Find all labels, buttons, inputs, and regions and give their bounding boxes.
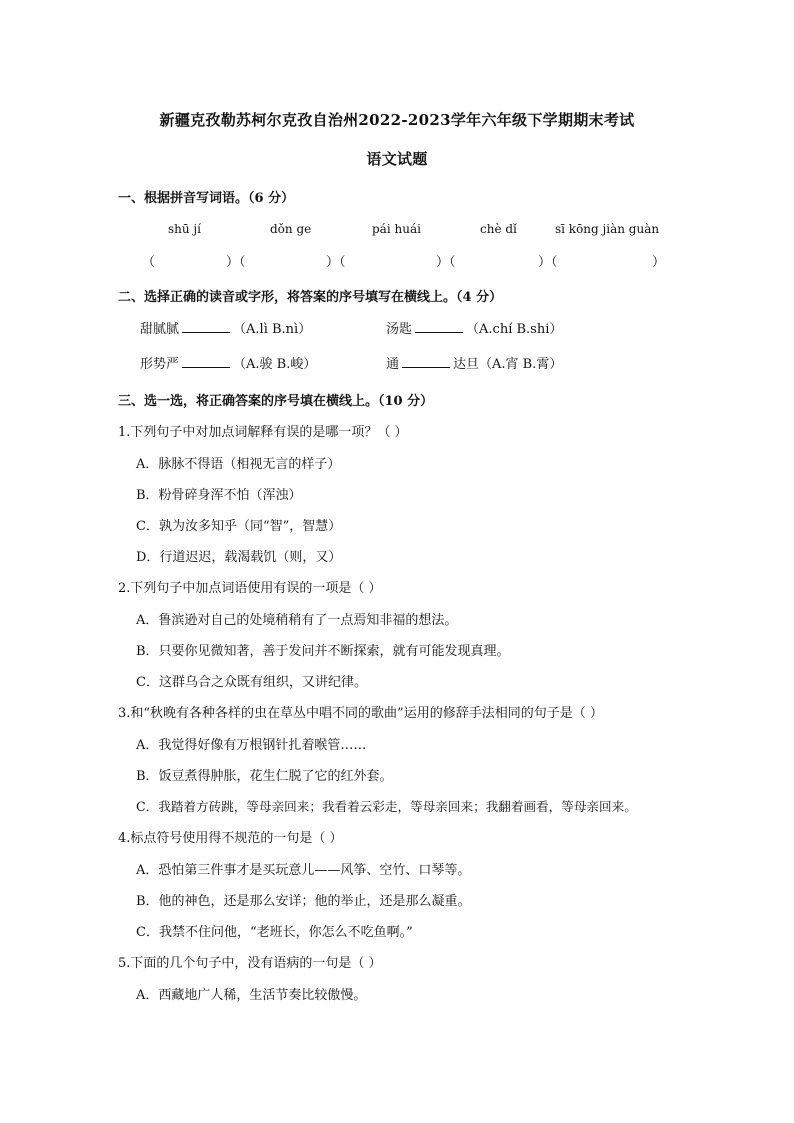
- question-4-option-b: B．他的神色，还是那么安详；他的举止，还是那么凝重。: [136, 894, 471, 909]
- exam-title: 新疆克孜勒苏柯尔克孜自治州2022-2023学年六年级下学期期末考试: [159, 111, 635, 129]
- question-1-option-b: B．粉骨碎身浑不怕（浑浊）: [136, 488, 302, 503]
- answer-paren: ）: [652, 255, 666, 270]
- pinyin-5: sī kōng jiàn guàn: [555, 222, 660, 236]
- item-options: （A.chí B.shi）: [466, 322, 563, 337]
- question-1-stem: 1.下列句子中对加点词解释有误的是哪一项？（ ）: [118, 425, 408, 440]
- section2-item-2: [386, 318, 562, 337]
- section2-item-3: [140, 353, 316, 372]
- question-2-option-b: B．只要你见微知著，善于发问并不断探索，就有可能发现真理。: [136, 644, 510, 659]
- answer-paren: （: [142, 255, 156, 270]
- section2-heading: 二、选择正确的读音或字形，将答案的序号填写在横线上。（4 分）: [118, 290, 503, 305]
- question-4-option-c: C．我禁不住问他，“老班长，你怎么不吃鱼啊。”: [136, 925, 413, 940]
- section3-heading: 三、选一选，将正确答案的序号填在横线上。（10 分）: [118, 394, 434, 409]
- pinyin-2: dǒn ge: [270, 222, 312, 236]
- exam-subtitle: 语文试题: [366, 150, 428, 168]
- answer-blank[interactable]: [415, 321, 463, 333]
- answer-paren: ）（: [538, 255, 558, 270]
- section1-heading: 一、根据拼音写词语。（6 分）: [118, 191, 295, 206]
- question-2-option-c: C．这群乌合之众既有组织，又讲纪律。: [136, 675, 367, 690]
- question-3-option-b: B．饭豆煮得肿胀，花生仁脱了它的红外套。: [136, 769, 393, 784]
- question-5-stem: 5.下面的几个句子中，没有语病的一句是（ ）: [118, 956, 382, 971]
- question-1-option-c: C．孰为汝多知乎（同“智”，智慧）: [136, 519, 342, 534]
- question-2-stem: 2.下列句子中加点词语使用有误的一项是（ ）: [118, 581, 382, 596]
- item-options: （A.lì B.nì）: [233, 322, 312, 337]
- question-3-stem: 3.和“秋晚有各种各样的虫在草丛中唱不同的歌曲”运用的修辞手法相同的句子是（ ）: [118, 706, 603, 721]
- answer-paren: ）（: [436, 255, 456, 270]
- question-1-option-d: D．行道迟迟，载渴载饥（则，又）: [136, 550, 342, 565]
- section2-item-1: [140, 318, 311, 337]
- answer-blank[interactable]: [182, 356, 230, 368]
- pinyin-4: chè dǐ: [480, 222, 517, 236]
- item-options: （A.骏 B.峻）: [233, 357, 317, 372]
- pinyin-3: pái huái: [372, 222, 421, 236]
- answer-blank[interactable]: [402, 356, 450, 368]
- item-word: 甜腻腻: [140, 322, 180, 337]
- question-4-option-a: A．恐怕第三件事才是买玩意儿——风筝、空竹、口琴等。: [136, 863, 471, 878]
- pinyin-1: shū jí: [168, 222, 201, 236]
- section2-item-4: [386, 353, 562, 372]
- item-word: 汤匙: [386, 322, 413, 337]
- question-5-option-a: A．西藏地广人稀，生活节奏比较傲慢。: [136, 988, 367, 1003]
- question-3-option-c: C．我踏着方砖跳，等母亲回来；我看着云彩走，等母亲回来；我翻着画看，等母亲回来。: [136, 799, 637, 814]
- question-1-option-a: A．脉脉不得语（相视无言的样子）: [136, 457, 341, 472]
- item-word: 通: [386, 357, 400, 372]
- item-options: 达旦（A.宵 B.霄）: [453, 357, 563, 372]
- item-word: 形势严: [140, 357, 180, 372]
- question-2-option-a: A．鲁滨逊对自己的处境稍稍有了一点焉知非福的想法。: [136, 613, 458, 628]
- answer-paren: ）（: [326, 255, 346, 270]
- question-4-stem: 4.标点符号使用得不规范的一句是（ ）: [118, 831, 343, 846]
- answer-paren: ）（: [226, 255, 246, 270]
- answer-blank[interactable]: [182, 321, 230, 333]
- question-3-option-a: A．我觉得好像有万根钢针扎着喉管……: [136, 738, 367, 753]
